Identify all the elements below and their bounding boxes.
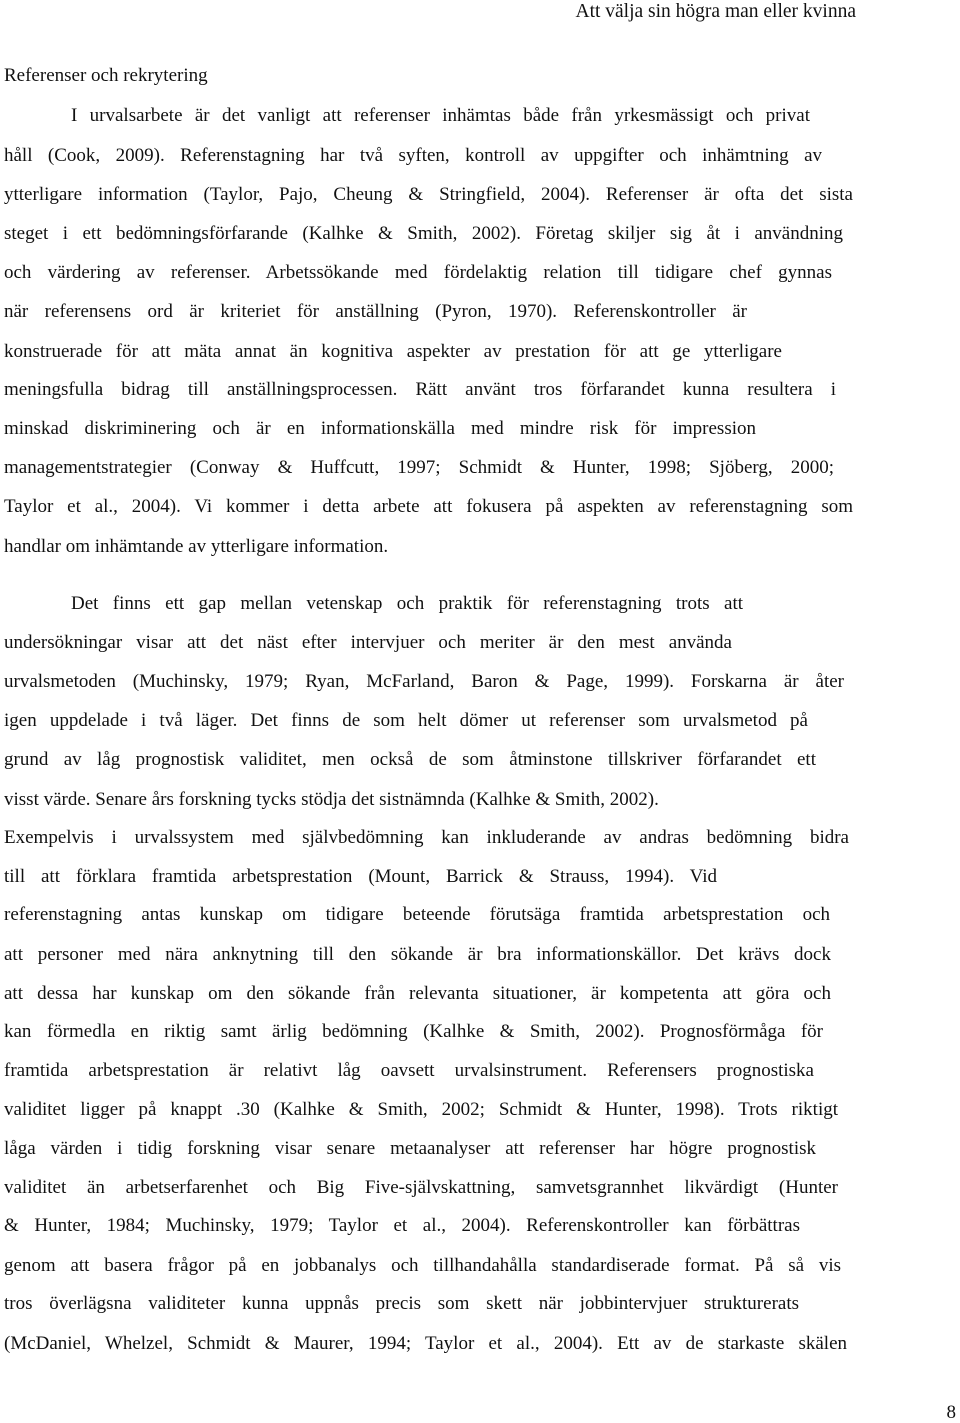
text-line: Exempelvis i urvalssystem med självbedömning kan inkluderande av andras bedömning bidra <box>4 827 849 848</box>
page-number: 8 <box>946 1402 956 1423</box>
text-line: urvalsmetoden (Muchinsky, 1979; Ryan, McFarland, Baron & Page, 1999). Forskarna är åter <box>4 671 844 692</box>
text-line: tros överlägsna validiteter kunna uppnås precis som skett när jobbintervjuer strukturerats <box>4 1293 799 1314</box>
section-heading: Referenser och rekrytering <box>4 65 208 86</box>
text-line: igen uppdelade i två läger. Det finns de som helt dömer ut referenser som urvalsmetod på <box>4 710 808 731</box>
text-line: kan förmedla en riktig samt ärlig bedömning (Kalhke & Smith, 2002). Prognosförmåga för <box>4 1021 823 1042</box>
text-line: validitet ligger på knappt .30 (Kalhke & Smith, 2002; Schmidt & Hunter, 1998). Trots riktigt <box>4 1099 838 1120</box>
text-line: I urvalsarbete är det vanligt att referenser inhämtas både från yrkesmässigt och privat <box>71 105 810 126</box>
text-line: att personer med nära anknytning till den sökande är bra informationskällor. Det krävs dock <box>4 944 831 965</box>
text-line: (McDaniel, Whelzel, Schmidt & Maurer, 1994; Taylor et al., 2004). Ett av de starkaste skälen <box>4 1333 847 1354</box>
text-line: & Hunter, 1984; Muchinsky, 1979; Taylor et al., 2004). Referenskontroller kan förbättras <box>4 1215 800 1236</box>
text-line: visst värde. Senare års forskning tycks stödja det sistnämnda (Kalhke & Smith, 2002). <box>4 789 659 810</box>
text-line: Det finns ett gap mellan vetenskap och praktik för referenstagning trots att <box>71 593 743 614</box>
text-line: håll (Cook, 2009). Referenstagning har två syften, kontroll av uppgifter och inhämtning av <box>4 145 822 166</box>
text-line: Taylor et al., 2004). Vi kommer i detta arbete att fokusera på aspekten av referenstagning som <box>4 496 853 517</box>
text-line: steget i ett bedömningsförfarande (Kalhke & Smith, 2002). Företag skiljer sig åt i användning <box>4 223 843 244</box>
text-line: att dessa har kunskap om den sökande från relevanta situationer, är kompetenta att göra och <box>4 983 831 1004</box>
text-line: managementstrategier (Conway & Huffcutt, 1997; Schmidt & Hunter, 1998; Sjöberg, 2000; <box>4 457 834 478</box>
text-line: ytterligare information (Taylor, Pajo, Cheung & Stringfield, 2004). Referenser är ofta det sista <box>4 184 853 205</box>
text-line: och värdering av referenser. Arbetssökande med fördelaktig relation till tidigare chef gynnas <box>4 262 832 283</box>
text-line: referenstagning antas kunskap om tidigare beteende förutsäga framtida arbetsprestation och <box>4 904 830 925</box>
text-line: framtida arbetsprestation är relativt låg oavsett urvalsinstrument. Referensers prognostiska <box>4 1060 814 1081</box>
text-line: undersökningar visar att det näst efter intervjuer och meriter är den mest använda <box>4 632 732 653</box>
text-line: till att förklara framtida arbetsprestation (Mount, Barrick & Strauss, 1994). Vid <box>4 866 717 887</box>
text-line: låga värden i tidig forskning visar senare metaanalyser att referenser har högre prognostisk <box>4 1138 816 1159</box>
text-line: validitet än arbetserfarenhet och Big Five-självskattning, samvetsgrannhet likvärdigt (Hunter <box>4 1177 838 1198</box>
text-line: meningsfulla bidrag till anställningsprocessen. Rätt använt tros förfarandet kunna resultera i <box>4 379 836 400</box>
text-line: när referensens ord är kriteriet för anställning (Pyron, 1970). Referenskontroller är <box>4 301 747 322</box>
running-header: Att välja sin högra man eller kvinna <box>575 1 856 22</box>
text-line: handlar om inhämtande av ytterligare information. <box>4 536 389 557</box>
text-line: minskad diskriminering och är en informationskälla med mindre risk för impression <box>4 418 756 439</box>
text-line: grund av låg prognostisk validitet, men också de som åtminstone tillskriver förfarandet ett <box>4 749 816 770</box>
text-line: genom att basera frågor på en jobbanalys och tillhandahålla standardiserade format. På så vis <box>4 1255 841 1276</box>
text-line: konstruerade för att mäta annat än kognitiva aspekter av prestation för att ge ytterligare <box>4 341 782 362</box>
